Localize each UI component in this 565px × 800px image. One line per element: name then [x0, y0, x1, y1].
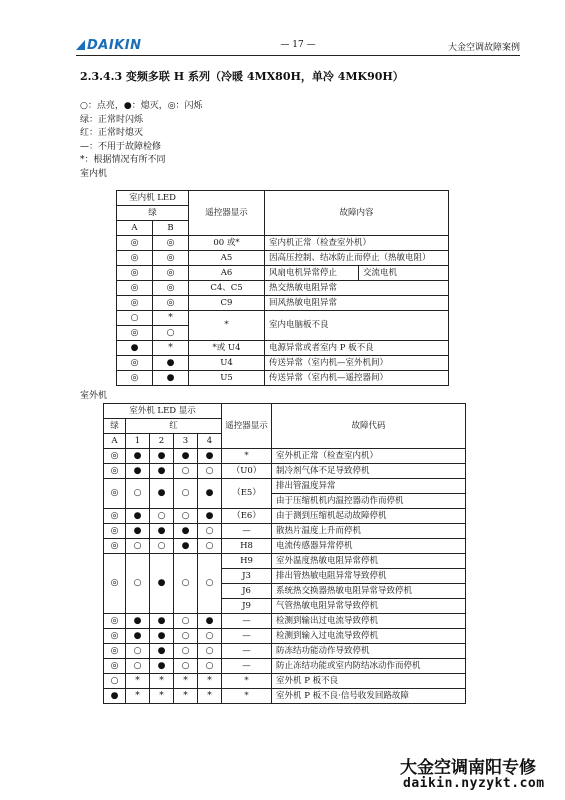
- led-a: ◎: [104, 614, 126, 629]
- led-a: ◎: [104, 644, 126, 659]
- table-row: [117, 341, 449, 356]
- header-title: 大金空调故障案例: [447, 43, 520, 53]
- led-4: ○: [198, 659, 222, 674]
- led-3: *: [174, 689, 198, 704]
- remote-display: *或 U4: [189, 341, 265, 356]
- led-4: ○: [198, 539, 222, 554]
- led-2: ○: [150, 509, 174, 524]
- remote-display: H8: [222, 539, 272, 554]
- led-3: ●: [174, 449, 198, 464]
- led-a: ◎: [117, 266, 153, 281]
- note-line: ○：点亮，●：熄灭，◎：闪烁: [80, 101, 203, 111]
- led-2: ●: [150, 614, 174, 629]
- remote-display: （E6）: [222, 509, 272, 524]
- note-line: 绿：正常时闪烁: [80, 114, 144, 125]
- remote-display: —: [222, 524, 272, 539]
- fault-code: 由于压缩机机内温控器动作而停机: [272, 494, 466, 509]
- led-a: ◎: [104, 539, 126, 554]
- led-2: ●: [150, 644, 174, 659]
- led-2: ●: [150, 629, 174, 644]
- col-header-led: 室内机 LED: [117, 191, 189, 206]
- indoor-label: 室内机: [80, 168, 108, 179]
- col-header-a: A: [117, 221, 153, 236]
- table-row: [117, 266, 449, 281]
- led-4: ●: [198, 614, 222, 629]
- led-a: ●: [104, 689, 126, 704]
- col-header-1: 1: [126, 434, 150, 449]
- led-3: ●: [174, 524, 198, 539]
- led-b: ◎: [153, 266, 189, 281]
- legend-notes: [80, 100, 203, 181]
- led-4: ○: [198, 524, 222, 539]
- remote-display: U5: [189, 371, 265, 386]
- table-row: [117, 371, 449, 386]
- led-a: ◎: [104, 449, 126, 464]
- fault-code: 室外机 P 板不良: [272, 674, 466, 689]
- remote-display: J6: [222, 584, 272, 599]
- led-2: ●: [150, 464, 174, 479]
- led-3: ○: [174, 614, 198, 629]
- led-1: ●: [126, 509, 150, 524]
- led-1: ●: [126, 449, 150, 464]
- fault-content: 热交热敏电阻异常: [265, 281, 449, 296]
- fault-code: 排出管温度异常: [272, 479, 466, 494]
- led-2: *: [150, 689, 174, 704]
- note-line: 红：正常时熄灭: [80, 128, 144, 138]
- led-3: ○: [174, 464, 198, 479]
- led-2: *: [150, 674, 174, 689]
- col-header-remote: 遥控器显示: [222, 404, 272, 449]
- table-row: [104, 659, 466, 674]
- fault-code: 系统热交换器热敏电阻异常导致停机: [272, 584, 466, 599]
- led-3: ○: [174, 629, 198, 644]
- led-b: ◎: [153, 281, 189, 296]
- table-row: [104, 479, 466, 494]
- remote-display: J3: [222, 569, 272, 584]
- table-row: [104, 629, 466, 644]
- led-a: ◎: [104, 629, 126, 644]
- led-1: ●: [126, 629, 150, 644]
- fault-detail: 交流电机: [359, 266, 449, 281]
- led-2: ●: [150, 449, 174, 464]
- col-header-red: 红: [126, 419, 222, 434]
- footer-watermark-url: daikin.nyzykt.com: [403, 776, 545, 791]
- led-a: ◎: [104, 464, 126, 479]
- table-row: [117, 356, 449, 371]
- led-3: ○: [174, 509, 198, 524]
- remote-display: J9: [222, 599, 272, 614]
- col-header-fault: 故障内容: [265, 191, 449, 236]
- remote-display: *: [222, 449, 272, 464]
- table-row: [104, 674, 466, 689]
- fault-content: 风扇电机异常停止: [265, 266, 359, 281]
- remote-display: —: [222, 614, 272, 629]
- fault-code: 防止冻结功能或室内防结冰动作而停机: [272, 659, 466, 674]
- led-4: ●: [198, 479, 222, 509]
- outdoor-fault-table: [103, 403, 466, 704]
- remote-display: —: [222, 659, 272, 674]
- led-1: ●: [126, 524, 150, 539]
- led-3: ○: [174, 479, 198, 509]
- fault-code: 由于测到压缩机起动故障停机: [272, 509, 466, 524]
- led-b: ◎: [153, 236, 189, 251]
- note-line: *：根据情况有所不同: [80, 155, 166, 165]
- col-header-code: 故障代码: [272, 404, 466, 449]
- led-a: ◎: [104, 479, 126, 509]
- led-4: ○: [198, 629, 222, 644]
- table-row: [104, 464, 466, 479]
- fault-code: 室外机 P 板不良·信号收发回路故障: [272, 689, 466, 704]
- col-header-green: 绿: [117, 206, 189, 221]
- note-line: —：不用于故障检修: [80, 141, 162, 152]
- remote-display: （U0）: [222, 464, 272, 479]
- led-a: ◎: [104, 509, 126, 524]
- table-row: [104, 554, 466, 569]
- led-4: ●: [198, 449, 222, 464]
- remote-display: A6: [189, 266, 265, 281]
- fault-content: 电源异常或者室内 P 板不良: [265, 341, 449, 356]
- led-3: *: [174, 674, 198, 689]
- led-3: ○: [174, 644, 198, 659]
- fault-code: 室外机正常（检查室内机）: [272, 449, 466, 464]
- led-a: ◎: [117, 251, 153, 266]
- remote-display: U4: [189, 356, 265, 371]
- fault-content: 室内机正常（检查室外机）: [265, 236, 449, 251]
- led-a: ◎: [117, 281, 153, 296]
- fault-code: 制冷剂气体不足导致停机: [272, 464, 466, 479]
- table-row: [104, 509, 466, 524]
- led-a: ◎: [104, 524, 126, 539]
- led-b: *: [153, 341, 189, 356]
- remote-display: A5: [189, 251, 265, 266]
- remote-display: *: [189, 311, 265, 341]
- header-divider: [76, 55, 520, 56]
- led-3: ●: [174, 539, 198, 554]
- led-2: ●: [150, 524, 174, 539]
- table-row: [117, 236, 449, 251]
- remote-display: *: [222, 674, 272, 689]
- led-b: ○: [153, 326, 189, 341]
- col-header-b: B: [153, 221, 189, 236]
- outdoor-label: 室外机: [80, 391, 108, 401]
- led-2: ○: [150, 539, 174, 554]
- fault-content: 传送异常（室内机—遥控器间）: [265, 371, 449, 386]
- led-1: ○: [126, 479, 150, 509]
- led-b: ●: [153, 356, 189, 371]
- led-a: ●: [117, 341, 153, 356]
- led-2: ●: [150, 659, 174, 674]
- led-a: ◎: [117, 326, 153, 341]
- led-1: ○: [126, 644, 150, 659]
- page-number: — 17 —: [280, 40, 316, 50]
- indoor-fault-table: [116, 190, 449, 386]
- led-1: ●: [126, 614, 150, 629]
- fault-code: 气管热敏电阻异常导致停机: [272, 599, 466, 614]
- remote-display: H9: [222, 554, 272, 569]
- fault-code: 检测到输入过电流导致停机: [272, 629, 466, 644]
- led-3: ○: [174, 554, 198, 614]
- footer-watermark-title: 大金空调南阳专修: [400, 758, 536, 778]
- led-4: ○: [198, 554, 222, 614]
- remote-display: C4、C5: [189, 281, 265, 296]
- led-2: ●: [150, 554, 174, 614]
- table-row: [117, 251, 449, 266]
- led-a: ○: [104, 674, 126, 689]
- led-a: ◎: [104, 554, 126, 614]
- led-1: ●: [126, 464, 150, 479]
- col-header-remote: 遥控器显示: [189, 191, 265, 236]
- col-header-a: A: [104, 434, 126, 449]
- led-3: ○: [174, 659, 198, 674]
- table-row: [117, 296, 449, 311]
- fault-code: 室外温度热敏电阻异常停机: [272, 554, 466, 569]
- fault-code: 电流传感器异常停机: [272, 539, 466, 554]
- remote-display: *: [222, 689, 272, 704]
- remote-display: —: [222, 629, 272, 644]
- fault-code: 防冻结功能动作导致停机: [272, 644, 466, 659]
- led-1: *: [126, 674, 150, 689]
- led-b: *: [153, 311, 189, 326]
- led-b: ◎: [153, 296, 189, 311]
- led-a: ◎: [117, 296, 153, 311]
- remote-display: （E5）: [222, 479, 272, 509]
- col-header-green: 绿: [104, 419, 126, 434]
- table-row: [104, 524, 466, 539]
- led-4: ●: [198, 509, 222, 524]
- led-b: ◎: [153, 251, 189, 266]
- led-4: *: [198, 674, 222, 689]
- led-1: ○: [126, 659, 150, 674]
- table-row: [104, 539, 466, 554]
- led-4: ○: [198, 644, 222, 659]
- led-2: ●: [150, 479, 174, 509]
- fault-code: 散热片温度上升而停机: [272, 524, 466, 539]
- table-row: [104, 644, 466, 659]
- col-header-2: 2: [150, 434, 174, 449]
- page-header: [76, 38, 520, 56]
- led-a: ◎: [117, 236, 153, 251]
- led-b: ●: [153, 371, 189, 386]
- table-row: [104, 689, 466, 704]
- table-row: [117, 281, 449, 296]
- led-a: ◎: [104, 659, 126, 674]
- remote-display: 00 或*: [189, 236, 265, 251]
- fault-code: 检测到输出过电流导致停机: [272, 614, 466, 629]
- led-4: *: [198, 689, 222, 704]
- fault-content: 传送异常（室内机—室外机间）: [265, 356, 449, 371]
- section-heading: 2.3.4.3 变频多联 H 系列（冷暖 4MX80H，单冷 4MK90H）: [80, 70, 404, 83]
- fault-content: 因高压控制、结冰防止而停止（热敏电阻）: [265, 251, 449, 266]
- led-a: ○: [117, 311, 153, 326]
- led-1: ○: [126, 539, 150, 554]
- fault-content: 室内电脑板不良: [265, 311, 449, 341]
- led-a: ◎: [117, 356, 153, 371]
- led-1: *: [126, 689, 150, 704]
- col-header-led: 室外机 LED 显示: [104, 404, 222, 419]
- remote-display: —: [222, 644, 272, 659]
- logo-text: DAIKIN: [87, 38, 142, 53]
- table-row: [117, 311, 449, 326]
- led-a: ◎: [117, 371, 153, 386]
- led-4: ○: [198, 464, 222, 479]
- fault-content: 回风热敏电阻异常: [265, 296, 449, 311]
- fault-code: 排出管热敏电阻异常导致停机: [272, 569, 466, 584]
- col-header-3: 3: [174, 434, 198, 449]
- table-row: [104, 449, 466, 464]
- col-header-4: 4: [198, 434, 222, 449]
- led-1: ○: [126, 554, 150, 614]
- remote-display: C9: [189, 296, 265, 311]
- table-row: [104, 614, 466, 629]
